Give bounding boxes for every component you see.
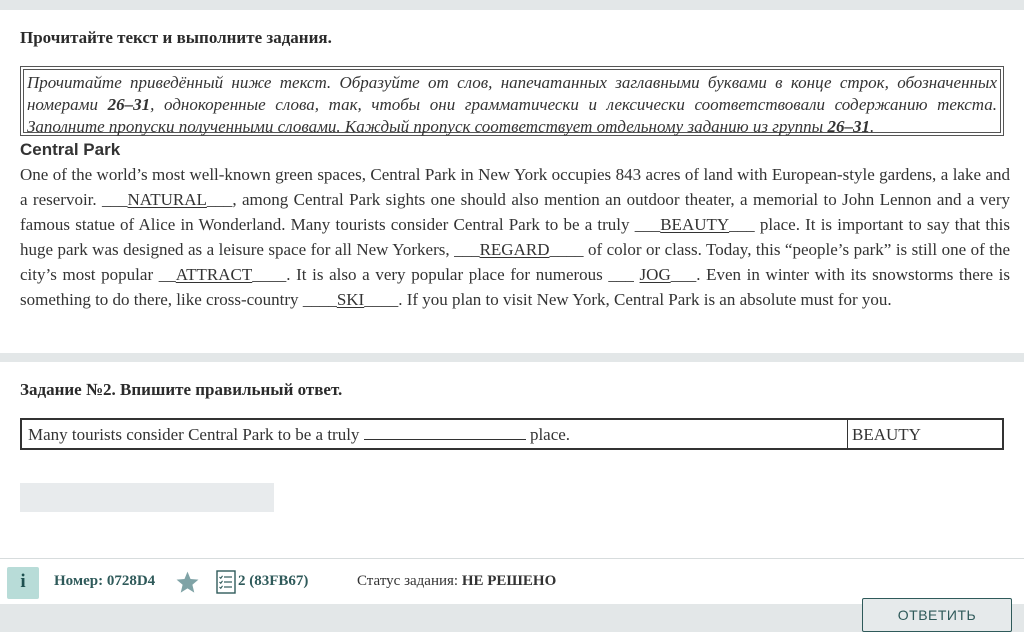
answer-blank xyxy=(364,425,526,440)
top-band xyxy=(0,0,1024,10)
question-table xyxy=(20,418,1004,450)
star-icon[interactable] xyxy=(175,570,200,595)
passage-text: One of the world’s most well-known green spaces, Central Park in New York occupies 843 acres of land with European-style gardens, a lake and a reservoir. ___NATURAL___, among Central Park sights one should also mention an outdoor theater, a memorial to John Lennon and a very famous statue of Alice in Wonderland. Many tourists consider Central Park to be a truly ___BEAUTY___ place. It is important to say that this huge park was designed as a leisure space for all New Yorkers, ___REGARD____ of color or class. Today, this “people’s park” is still one of the city’s most popular __ATTRACT____. It is also a very popular place for numerous ___ JOG___. Even in winter with its snowstorms there is something to do there, like cross-country ____SKI____. If you plan to visit New York, Central Park is an absolute must for you. xyxy=(20,165,1011,309)
task-number: Номер: 0728D4 xyxy=(54,573,156,589)
passage-title: Central Park xyxy=(20,140,121,159)
question-word: BEAUTY xyxy=(852,425,921,444)
gap-ski: ____SKI____ xyxy=(302,290,399,309)
instruction-box xyxy=(20,66,1004,136)
gap-attract: __ATTRACT____ xyxy=(158,265,287,284)
submit-button[interactable]: ОТВЕТИТЬ xyxy=(862,598,1012,632)
document-list-icon[interactable] xyxy=(216,570,236,594)
instruction-text: Прочитайте приведённый ниже текст. Образуйте от слов, напечатанных заглавными буквами в конце строк, обозначенных номерами 26–31, однокоренные слова, так, чтобы они грамматически и лексически соответствовали содержанию текста. Заполните пропуски полученными словами. Каждый пропуск соответствует отдельному заданию из группы 26–31. xyxy=(23,69,1001,133)
gap-beauty: ___BEAUTY___ xyxy=(634,215,755,234)
question-heading: Задание №2. Впишите правильный ответ. xyxy=(20,380,343,399)
section-divider xyxy=(0,353,1024,362)
info-button[interactable]: i xyxy=(7,567,39,599)
task-status: Статус задания: НЕ РЕШЕНО xyxy=(357,573,557,589)
task-header: Прочитайте текст и выполните задания. xyxy=(20,28,332,47)
gap-regard: ___REGARD____ xyxy=(454,240,584,259)
question-sentence: Many tourists consider Central Park to be a truly place. xyxy=(22,420,848,448)
variant-link[interactable]: 2 (83FB67) xyxy=(238,573,309,589)
gap-natural: ___NATURAL___ xyxy=(102,190,233,209)
answer-input[interactable] xyxy=(20,483,274,512)
gap-jog: ___ JOG___ xyxy=(608,265,697,284)
status-value: НЕ РЕШЕНО xyxy=(461,573,557,589)
